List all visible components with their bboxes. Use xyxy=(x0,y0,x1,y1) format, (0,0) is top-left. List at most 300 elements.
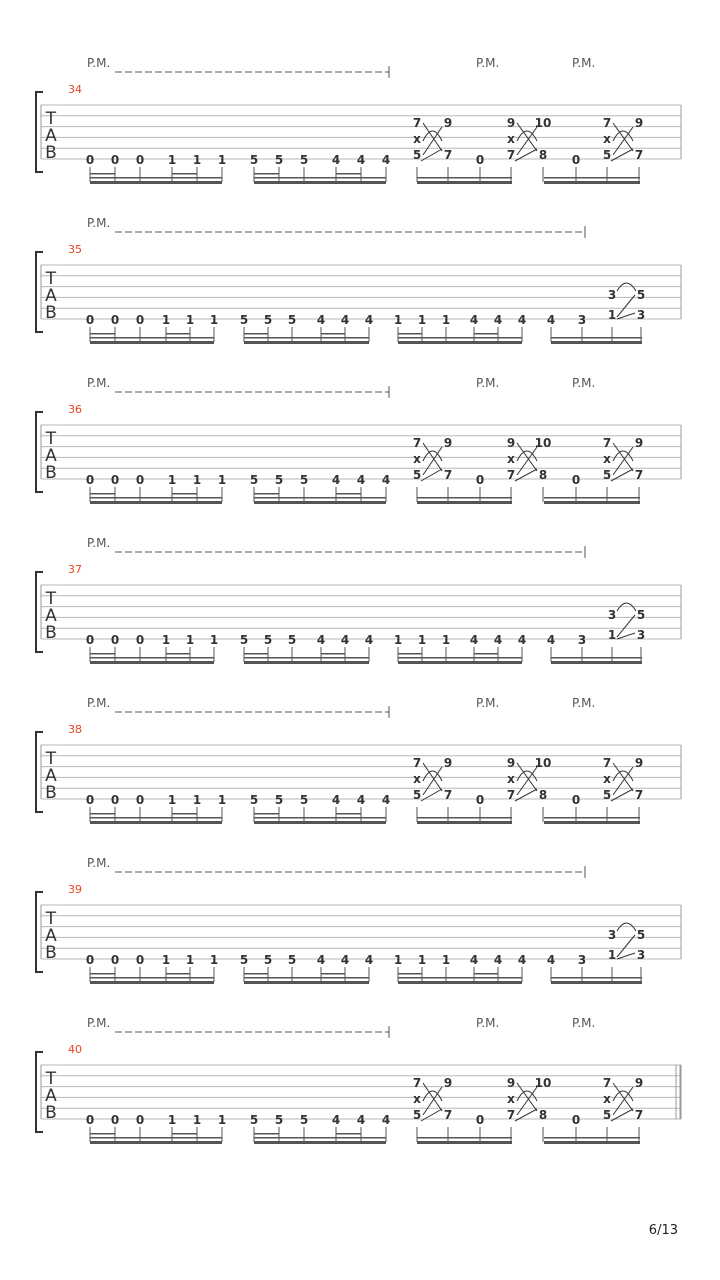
chord-fret-number: x xyxy=(413,132,421,146)
chord-fret-number: 7 xyxy=(412,436,422,450)
note-beam xyxy=(544,821,640,824)
note-beam xyxy=(417,821,512,824)
tab-clef-letter: B xyxy=(45,623,57,643)
slide-target-fret: 7 xyxy=(443,1108,453,1122)
note-beam xyxy=(417,1141,512,1144)
slur-arc xyxy=(613,131,633,141)
note-beam xyxy=(90,1141,222,1144)
chord-fret-number: 1 xyxy=(607,308,617,322)
chord-fret-number: 5 xyxy=(602,1108,612,1122)
chord-fret-number: 5 xyxy=(412,788,422,802)
slur-arc xyxy=(517,771,537,781)
fret-number: 4 xyxy=(331,473,341,487)
slide-target-fret: 10 xyxy=(534,756,552,770)
note-beam xyxy=(417,501,512,504)
slide-target-fret: 9 xyxy=(443,436,453,450)
fret-number: 4 xyxy=(493,313,503,327)
fret-number: 1 xyxy=(441,953,451,967)
fret-number: 5 xyxy=(287,313,297,327)
fret-number: 1 xyxy=(417,313,427,327)
fret-number: 4 xyxy=(517,953,527,967)
fret-number: 0 xyxy=(475,1113,485,1127)
fret-number: 0 xyxy=(110,793,120,807)
tab-clef-letter: B xyxy=(45,463,57,483)
tab-clef-letter: A xyxy=(45,766,57,786)
fret-number: 3 xyxy=(577,313,587,327)
chord-fret-number: x xyxy=(413,1092,421,1106)
note-beam-tertiary xyxy=(398,333,422,335)
system-bracket xyxy=(36,892,43,972)
note-beam-secondary xyxy=(254,1137,386,1139)
slide-target-fret: 7 xyxy=(634,468,644,482)
slur-arc xyxy=(613,1091,633,1101)
fret-number: 1 xyxy=(167,153,177,167)
measure-number: 34 xyxy=(68,83,82,96)
note-beam-tertiary xyxy=(166,653,190,655)
tab-clef-letter: B xyxy=(45,1103,57,1123)
note-beam-secondary xyxy=(417,817,512,819)
chord-fret-number: 1 xyxy=(607,628,617,642)
fret-number: 0 xyxy=(110,153,120,167)
tab-clef-letter: B xyxy=(45,943,57,963)
fret-number: 0 xyxy=(571,473,581,487)
fret-number: 1 xyxy=(192,473,202,487)
fret-number: 1 xyxy=(441,313,451,327)
fret-number: 4 xyxy=(469,313,479,327)
tab-clef-letter: T xyxy=(45,269,57,289)
note-beam xyxy=(244,341,369,344)
fret-number: 4 xyxy=(340,313,350,327)
palm-mute-label: P.M. xyxy=(87,856,111,870)
tab-clef-letter: A xyxy=(45,606,57,626)
chord-fret-number: x xyxy=(413,452,421,466)
palm-mute-label: P.M. xyxy=(572,56,596,70)
slide-target-fret: 9 xyxy=(443,756,453,770)
fret-number: 0 xyxy=(85,313,95,327)
fret-number: 4 xyxy=(364,313,374,327)
slide-target-fret: 3 xyxy=(636,308,646,322)
note-beam-secondary xyxy=(90,657,214,659)
note-beam-tertiary xyxy=(336,173,361,175)
measure-number: 39 xyxy=(68,883,82,896)
fret-number: 0 xyxy=(135,473,145,487)
note-beam-secondary xyxy=(254,817,386,819)
fret-number: 5 xyxy=(287,633,297,647)
fret-number: 4 xyxy=(469,953,479,967)
chord-fret-number: 9 xyxy=(506,436,516,450)
chord-fret-number: 7 xyxy=(412,116,422,130)
fret-number: 0 xyxy=(85,793,95,807)
note-beam xyxy=(254,821,386,824)
fret-number: 5 xyxy=(249,473,259,487)
note-beam-secondary xyxy=(417,497,512,499)
measure-number: 38 xyxy=(68,723,82,736)
fret-number: 1 xyxy=(185,633,195,647)
note-beam-tertiary xyxy=(474,653,498,655)
note-beam-tertiary xyxy=(336,1133,361,1135)
fret-number: 1 xyxy=(417,953,427,967)
note-beam-tertiary xyxy=(90,173,115,175)
note-beam-secondary xyxy=(544,1137,640,1139)
chord-fret-number: x xyxy=(603,132,611,146)
palm-mute-label: P.M. xyxy=(87,696,111,710)
chord-fret-number: 7 xyxy=(412,1076,422,1090)
palm-mute-label: P.M. xyxy=(476,696,500,710)
fret-number: 5 xyxy=(299,153,309,167)
system-bracket xyxy=(36,1052,43,1132)
measure-number: 35 xyxy=(68,243,82,256)
fret-number: 4 xyxy=(493,953,503,967)
tab-clef-letter: A xyxy=(45,926,57,946)
system-bracket xyxy=(36,92,43,172)
tab-clef-letter: T xyxy=(45,749,57,769)
system-bracket xyxy=(36,252,43,332)
note-beam xyxy=(398,981,522,984)
fret-number: 1 xyxy=(417,633,427,647)
note-beam-tertiary xyxy=(90,493,115,495)
fret-number: 5 xyxy=(263,633,273,647)
fret-number: 5 xyxy=(299,793,309,807)
fret-number: 4 xyxy=(517,633,527,647)
slur-arc xyxy=(517,451,537,461)
fret-number: 4 xyxy=(316,313,326,327)
note-beam xyxy=(551,661,642,664)
note-beam xyxy=(254,1141,386,1144)
fret-number: 1 xyxy=(192,153,202,167)
palm-mute-label: P.M. xyxy=(572,376,596,390)
fret-number: 5 xyxy=(263,953,273,967)
tab-clef-letter: B xyxy=(45,303,57,323)
note-beam-tertiary xyxy=(254,173,279,175)
fret-number: 4 xyxy=(364,633,374,647)
fret-number: 4 xyxy=(331,1113,341,1127)
fret-number: 5 xyxy=(287,953,297,967)
fret-number: 4 xyxy=(546,633,556,647)
fret-number: 0 xyxy=(571,1113,581,1127)
fret-number: 1 xyxy=(161,953,171,967)
note-beam-secondary xyxy=(551,657,642,659)
note-beam-secondary xyxy=(254,497,386,499)
slide-target-fret: 9 xyxy=(634,756,644,770)
note-beam-secondary xyxy=(544,497,640,499)
chord-fret-number: 5 xyxy=(412,1108,422,1122)
fret-number: 1 xyxy=(393,313,403,327)
note-beam-secondary xyxy=(254,177,386,179)
fret-number: 0 xyxy=(110,473,120,487)
note-beam xyxy=(254,181,386,184)
note-beam xyxy=(544,501,640,504)
fret-number: 0 xyxy=(135,633,145,647)
note-beam-secondary xyxy=(544,177,640,179)
fret-number: 0 xyxy=(110,633,120,647)
chord-fret-number: x xyxy=(603,452,611,466)
note-beam-tertiary xyxy=(90,653,115,655)
fret-number: 5 xyxy=(239,953,249,967)
slide-target-fret: 7 xyxy=(443,788,453,802)
chord-fret-number: x xyxy=(507,1092,515,1106)
note-beam-secondary xyxy=(551,977,642,979)
palm-mute-label: P.M. xyxy=(476,1016,500,1030)
fret-number: 0 xyxy=(85,633,95,647)
fret-number: 4 xyxy=(381,793,391,807)
fret-number: 4 xyxy=(546,953,556,967)
palm-mute-label: P.M. xyxy=(476,56,500,70)
slur-arc xyxy=(423,771,442,781)
fret-number: 1 xyxy=(192,1113,202,1127)
slur-arc xyxy=(423,1091,442,1101)
chord-fret-number: x xyxy=(507,772,515,786)
fret-number: 4 xyxy=(381,153,391,167)
chord-fret-number: 7 xyxy=(602,756,612,770)
note-beam-tertiary xyxy=(474,333,498,335)
fret-number: 4 xyxy=(381,473,391,487)
fret-number: 0 xyxy=(85,1113,95,1127)
fret-number: 1 xyxy=(185,953,195,967)
note-beam-tertiary xyxy=(172,1133,197,1135)
system-bracket xyxy=(36,572,43,652)
fret-number: 1 xyxy=(217,793,227,807)
fret-number: 5 xyxy=(239,313,249,327)
note-beam-tertiary xyxy=(474,973,498,975)
fret-number: 5 xyxy=(249,793,259,807)
note-beam-secondary xyxy=(90,1137,222,1139)
slur-arc xyxy=(613,451,633,461)
system-bracket xyxy=(36,732,43,812)
tab-clef-letter: T xyxy=(45,909,57,929)
palm-mute-label: P.M. xyxy=(87,216,111,230)
chord-fret-number: 7 xyxy=(602,436,612,450)
fret-number: 4 xyxy=(546,313,556,327)
note-beam-secondary xyxy=(398,977,522,979)
chord-fret-number: x xyxy=(413,772,421,786)
note-beam-secondary xyxy=(551,337,642,339)
fret-number: 1 xyxy=(217,473,227,487)
fret-number: 1 xyxy=(441,633,451,647)
fret-number: 3 xyxy=(577,633,587,647)
note-beam-tertiary xyxy=(398,973,422,975)
fret-number: 5 xyxy=(274,153,284,167)
note-beam xyxy=(544,1141,640,1144)
fret-number: 0 xyxy=(135,153,145,167)
note-beam-tertiary xyxy=(321,333,345,335)
tab-system xyxy=(36,536,681,664)
chord-fret-number: 7 xyxy=(602,116,612,130)
palm-mute-label: P.M. xyxy=(87,1016,111,1030)
note-beam-tertiary xyxy=(166,973,190,975)
slide-target-fret: 5 xyxy=(636,288,646,302)
chord-fret-number: 7 xyxy=(602,1076,612,1090)
note-beam-tertiary xyxy=(254,813,279,815)
fret-number: 1 xyxy=(192,793,202,807)
slur-arc xyxy=(517,1091,537,1101)
slide-target-fret: 7 xyxy=(443,468,453,482)
fret-number: 1 xyxy=(167,473,177,487)
system-bracket xyxy=(36,412,43,492)
tab-system xyxy=(36,856,681,984)
note-beam-tertiary xyxy=(244,333,268,335)
fret-number: 4 xyxy=(356,473,366,487)
chord-fret-number: x xyxy=(507,132,515,146)
chord-fret-number: 9 xyxy=(506,116,516,130)
chord-fret-number: x xyxy=(603,772,611,786)
slide-target-fret: 7 xyxy=(634,788,644,802)
note-beam xyxy=(244,981,369,984)
note-beam-secondary xyxy=(398,337,522,339)
note-beam xyxy=(551,981,642,984)
note-beam xyxy=(90,981,214,984)
note-beam-secondary xyxy=(244,337,369,339)
fret-number: 0 xyxy=(135,1113,145,1127)
fret-number: 5 xyxy=(263,313,273,327)
fret-number: 1 xyxy=(209,313,219,327)
fret-number: 0 xyxy=(571,793,581,807)
chord-fret-number: 1 xyxy=(607,948,617,962)
palm-mute-label: P.M. xyxy=(87,536,111,550)
tab-clef-letter: B xyxy=(45,783,57,803)
palm-mute-label: P.M. xyxy=(572,1016,596,1030)
slide-target-fret: 3 xyxy=(636,628,646,642)
note-beam xyxy=(398,341,522,344)
fret-number: 4 xyxy=(316,953,326,967)
note-beam xyxy=(90,181,222,184)
palm-mute-label: P.M. xyxy=(87,56,111,70)
fret-number: 4 xyxy=(493,633,503,647)
measure-number: 37 xyxy=(68,563,82,576)
chord-fret-number: 5 xyxy=(602,788,612,802)
note-beam-secondary xyxy=(544,817,640,819)
slur-arc xyxy=(423,131,442,141)
fret-number: 0 xyxy=(135,953,145,967)
tab-clef-letter: A xyxy=(45,1086,57,1106)
tab-clef-letter: T xyxy=(45,1069,57,1089)
note-beam xyxy=(398,661,522,664)
fret-number: 4 xyxy=(356,793,366,807)
fret-number: 0 xyxy=(135,313,145,327)
slide-target-fret: 10 xyxy=(534,1076,552,1090)
note-beam-tertiary xyxy=(336,493,361,495)
slide-target-fret: 5 xyxy=(636,928,646,942)
tab-clef-letter: A xyxy=(45,286,57,306)
fret-number: 0 xyxy=(475,473,485,487)
slur-arc xyxy=(517,131,537,141)
note-beam-secondary xyxy=(417,1137,512,1139)
chord-fret-number: 5 xyxy=(602,148,612,162)
chord-fret-number: 7 xyxy=(506,788,516,802)
tab-clef-letter: T xyxy=(45,429,57,449)
fret-number: 5 xyxy=(274,1113,284,1127)
fret-number: 0 xyxy=(85,473,95,487)
note-beam-tertiary xyxy=(244,973,268,975)
slide-target-fret: 9 xyxy=(443,1076,453,1090)
fret-number: 1 xyxy=(161,633,171,647)
fret-number: 1 xyxy=(217,153,227,167)
palm-mute-label: P.M. xyxy=(572,696,596,710)
note-beam-secondary xyxy=(417,177,512,179)
tab-clef-letter: A xyxy=(45,446,57,466)
tab-clef-letter: A xyxy=(45,126,57,146)
fret-number: 4 xyxy=(340,633,350,647)
fret-number: 0 xyxy=(85,153,95,167)
note-beam-tertiary xyxy=(244,653,268,655)
slide-target-fret: 9 xyxy=(634,116,644,130)
tab-clef-letter: B xyxy=(45,143,57,163)
note-beam xyxy=(417,181,512,184)
slide-target-fret: 7 xyxy=(634,1108,644,1122)
slide-target-fret: 9 xyxy=(634,1076,644,1090)
note-beam xyxy=(90,661,214,664)
chord-fret-number: x xyxy=(603,1092,611,1106)
note-beam-tertiary xyxy=(172,813,197,815)
note-beam-tertiary xyxy=(321,653,345,655)
fret-number: 5 xyxy=(274,473,284,487)
fret-number: 1 xyxy=(209,953,219,967)
slide-target-fret: 8 xyxy=(538,1108,548,1122)
fret-number: 4 xyxy=(331,793,341,807)
fret-number: 0 xyxy=(110,313,120,327)
fret-number: 4 xyxy=(469,633,479,647)
fret-number: 0 xyxy=(571,153,581,167)
note-beam-secondary xyxy=(398,657,522,659)
slide-target-fret: 3 xyxy=(636,948,646,962)
fret-number: 5 xyxy=(249,153,259,167)
note-beam-tertiary xyxy=(398,653,422,655)
fret-number: 1 xyxy=(185,313,195,327)
note-beam xyxy=(244,661,369,664)
slide-target-fret: 10 xyxy=(534,116,552,130)
fret-number: 4 xyxy=(356,153,366,167)
fret-number: 4 xyxy=(517,313,527,327)
chord-fret-number: x xyxy=(507,452,515,466)
note-beam-tertiary xyxy=(254,493,279,495)
slide-target-fret: 9 xyxy=(634,436,644,450)
fret-number: 1 xyxy=(393,953,403,967)
fret-number: 1 xyxy=(217,1113,227,1127)
note-beam-secondary xyxy=(90,497,222,499)
tab-system xyxy=(36,1016,681,1144)
tab-system xyxy=(36,56,681,184)
fret-number: 1 xyxy=(209,633,219,647)
chord-fret-number: 9 xyxy=(506,1076,516,1090)
fret-number: 0 xyxy=(475,153,485,167)
chord-fret-number: 5 xyxy=(412,468,422,482)
note-beam xyxy=(90,341,214,344)
note-beam-tertiary xyxy=(254,1133,279,1135)
tab-system xyxy=(36,216,681,344)
chord-fret-number: 5 xyxy=(412,148,422,162)
note-beam xyxy=(544,181,640,184)
fret-number: 4 xyxy=(340,953,350,967)
slide-target-fret: 7 xyxy=(634,148,644,162)
fret-number: 1 xyxy=(161,313,171,327)
note-beam xyxy=(551,341,642,344)
fret-number: 1 xyxy=(393,633,403,647)
measure-number: 36 xyxy=(68,403,82,416)
note-beam-tertiary xyxy=(90,813,115,815)
fret-number: 5 xyxy=(249,1113,259,1127)
slide-target-fret: 7 xyxy=(443,148,453,162)
note-beam-tertiary xyxy=(172,493,197,495)
fret-number: 5 xyxy=(239,633,249,647)
chord-fret-number: 5 xyxy=(602,468,612,482)
note-beam xyxy=(90,501,222,504)
chord-fret-number: 7 xyxy=(412,756,422,770)
chord-fret-number: 3 xyxy=(607,608,617,622)
slide-target-fret: 8 xyxy=(538,148,548,162)
note-beam-tertiary xyxy=(90,973,115,975)
fret-number: 1 xyxy=(167,793,177,807)
fret-number: 0 xyxy=(110,1113,120,1127)
note-beam-tertiary xyxy=(90,333,115,335)
